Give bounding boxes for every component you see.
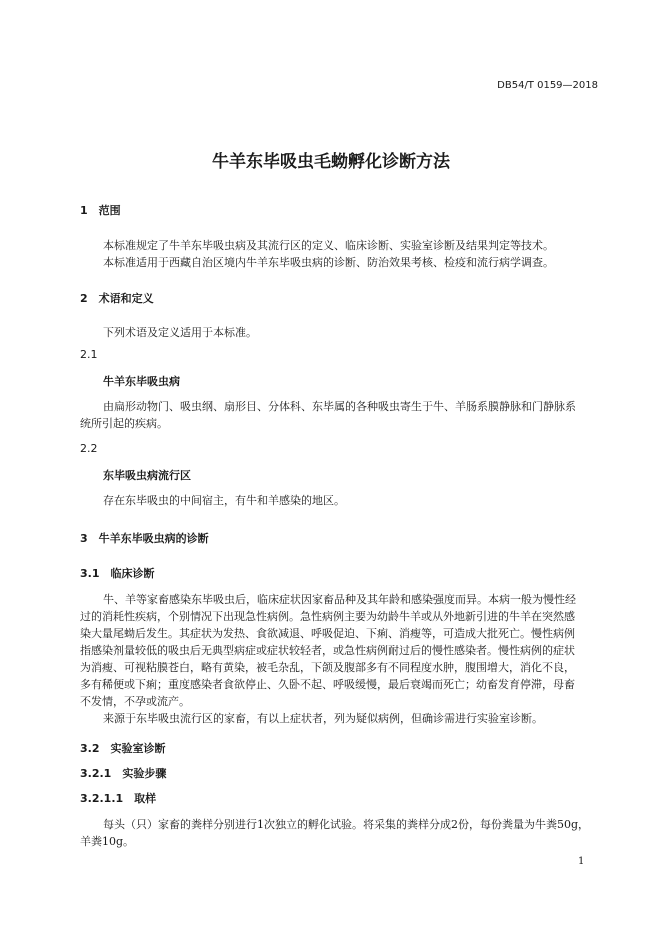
section-1-heading: 1 范围: [80, 204, 121, 217]
section-3-1-line-2: 过的消耗性疾病，个别情况下出现急性病例。急性病例主要为幼龄牛羊或从外地新引进的牛羊在突然感: [80, 610, 575, 623]
definition-2-1-line-2: 统所引起的疾病。: [80, 417, 168, 430]
section-3-1-line-7: 不发情，不孕或流产。: [80, 695, 190, 708]
section-3-1-heading: 3.1 临床诊断: [80, 567, 155, 580]
definition-2-2: 存在东毕吸虫的中间宿主，有牛和羊感染的地区。: [103, 494, 345, 507]
section-3-2-1-1-line-2: 羊粪10g。: [80, 835, 135, 848]
definition-2-1-line-1: 由扁形动物门、吸虫纲、扇形目、分体科、东毕属的各种吸虫寄生于牛、羊肠系膜静脉和门静脉系: [103, 400, 576, 413]
section-3-1-line-1: 牛、羊等家畜感染东毕吸虫后，临床症状因家畜品种及其年龄和感染强度而异。本病一般为慢性经: [103, 593, 576, 606]
clause-2-1-number: 2.1: [80, 348, 98, 361]
document-code: DB54/T 0159—2018: [497, 80, 598, 91]
term-2-1: 牛羊东毕吸虫病: [103, 375, 180, 388]
section-3-1-line-3: 染大量尾蚴后发生。其症状为发热、食欲减退、呼吸促迫、下痢、消瘦等，可造成大批死亡。慢性病例: [80, 627, 575, 640]
clause-2-2-number: 2.2: [80, 442, 98, 455]
section-3-2-1-1-heading: 3.2.1.1 取样: [80, 792, 157, 805]
page-number: 1: [578, 856, 585, 867]
document-title: 牛羊东毕吸虫毛蚴孵化诊断方法: [212, 152, 450, 172]
section-3-1-paragraph-2: 来源于东毕吸虫流行区的家畜，有以上症状者，列为疑似病例，但确诊需进行实验室诊断。: [103, 712, 543, 725]
section-3-1-line-5: 为消瘦、可视粘膜苍白，略有黄染，被毛杂乱，下颌及腹部多有不同程度水肿，腹围增大，消化不良，: [80, 661, 575, 674]
section-2-heading: 2 术语和定义: [80, 292, 154, 305]
section-3-2-1-1-line-1: 每头（只）家畜的粪样分别进行1次独立的孵化试验。将采集的粪样分成2份，每份粪量为牛粪50g，: [103, 818, 590, 831]
section-1-paragraph-1: 本标准规定了牛羊东毕吸虫病及其流行区的定义、临床诊断、实验室诊断及结果判定等技术。: [103, 239, 554, 252]
section-3-2-1-heading: 3.2.1 实验步骤: [80, 767, 167, 780]
section-3-1-line-6: 多有稀便或下痢；重度感染者食欲停止、久卧不起、呼吸缓慢，最后衰竭而死亡；幼畜发育停滞，母畜: [80, 678, 575, 691]
term-2-2: 东毕吸虫病流行区: [103, 469, 191, 482]
section-1-paragraph-2: 本标准适用于西藏自治区境内牛羊东毕吸虫病的诊断、防治效果考核、检疫和流行病学调查。: [103, 256, 554, 269]
section-3-1-line-4: 指感染剂量较低的吸虫后无典型病症或症状较轻者，或急性病例耐过后的慢性感染者。慢性病例的症状: [80, 644, 575, 657]
section-2-intro: 下列术语及定义适用于本标准。: [103, 326, 257, 339]
section-3-heading: 3 牛羊东毕吸虫病的诊断: [80, 532, 209, 545]
section-3-2-heading: 3.2 实验室诊断: [80, 742, 166, 755]
